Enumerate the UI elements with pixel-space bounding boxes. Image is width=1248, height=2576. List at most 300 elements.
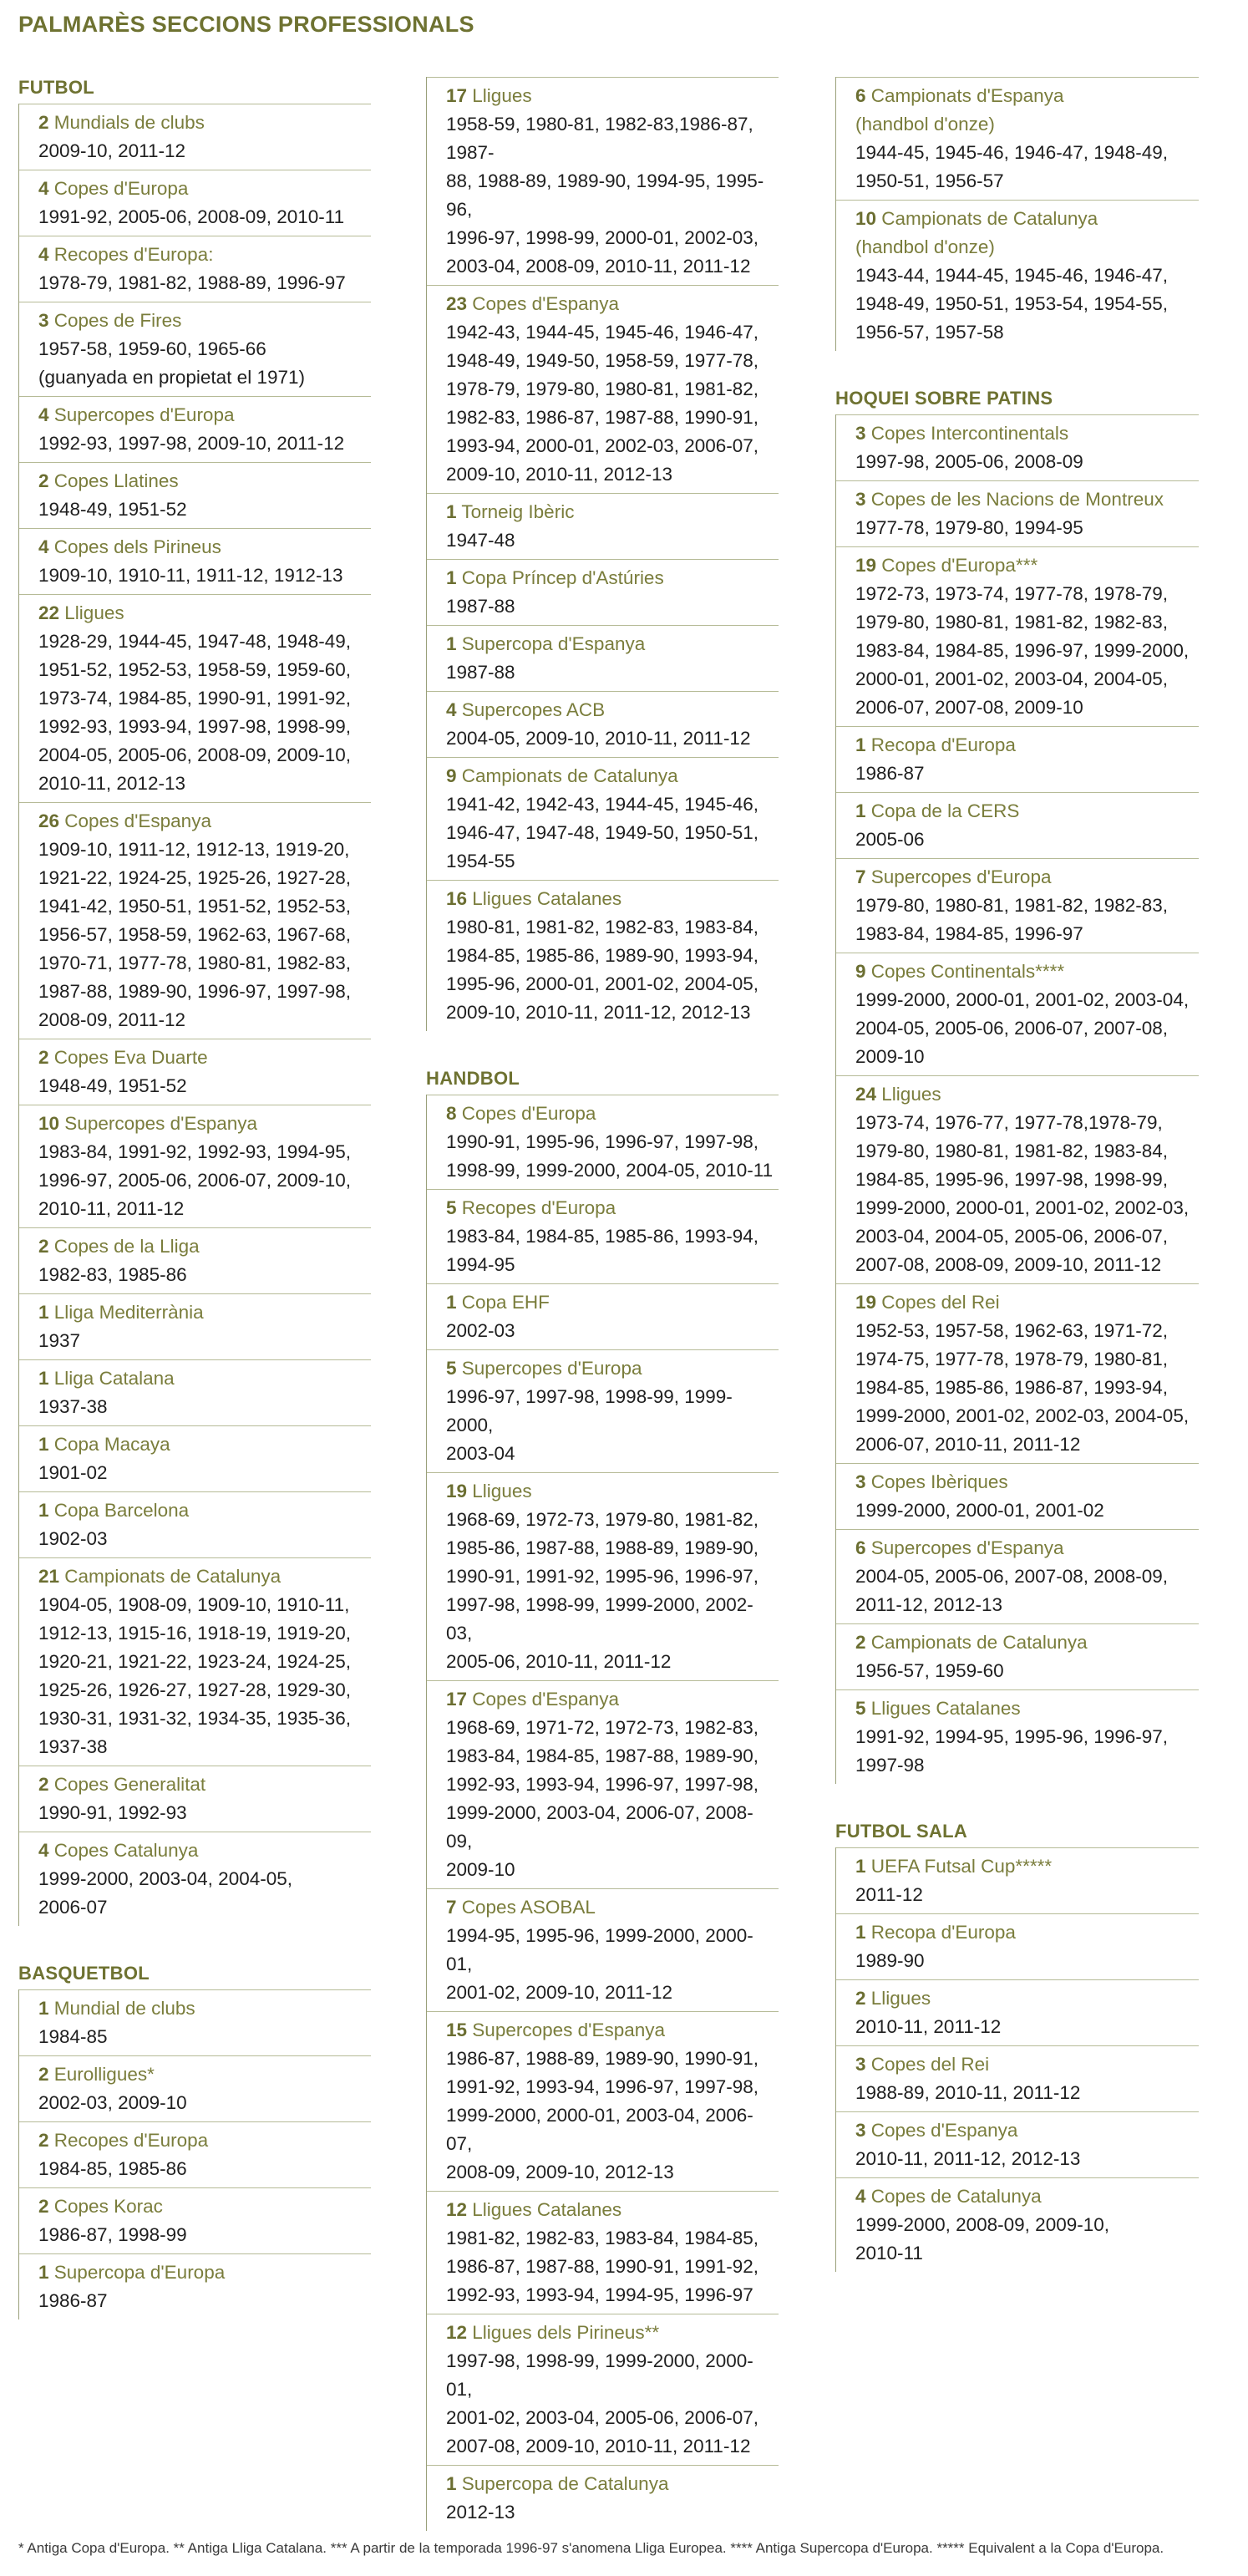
trophy-title (38, 2192, 371, 2221)
trophy-seasons: 1901-02 (38, 1462, 108, 1483)
trophy-count: 5 (855, 1698, 866, 1719)
entry-list (835, 414, 1199, 1784)
trophy-name: Campionats de Catalunya (handbol d'onze) (855, 208, 1098, 257)
trophy-seasons: 1952-53, 1957-58, 1962-63, 1971-72, 1974-75, 1977-78, 1978-79, 1980-81, 1984-85, 1985-86, 1986-87, 1993-94, 1999-2000, 2001-02, 2002-03, 2004-05, 2006-07, 2010-11, 2011-12 (855, 1320, 1190, 1455)
trophy-count: 7 (446, 1897, 457, 1918)
trophy-seasons: 2004-05, 2009-10, 2010-11, 2011-12 (446, 728, 751, 749)
trophy-count: 1 (446, 633, 457, 654)
list-item (836, 858, 1199, 953)
trophy-name: Copes Generalitat (53, 1774, 206, 1795)
trophy-title (38, 1994, 371, 2023)
trophy-name: Supercopa d'Europa (53, 2262, 226, 2283)
list-item (427, 1680, 779, 1888)
list-item (427, 77, 779, 285)
trophy-name: Copes de Catalunya (870, 2186, 1042, 2207)
trophy-count: 6 (855, 85, 866, 106)
trophy-count: 2 (38, 470, 49, 491)
trophy-title (38, 599, 371, 627)
trophy-count: 3 (855, 489, 866, 510)
list-item (19, 1425, 371, 1491)
list-item (19, 2055, 371, 2121)
trophy-count: 4 (38, 404, 49, 425)
list-item (19, 170, 371, 236)
list-item (836, 1529, 1199, 1623)
section-title: HOQUEI SOBRE PATINS (835, 388, 1053, 409)
trophy-title (855, 863, 1199, 892)
list-item (427, 1888, 779, 2011)
trophy-seasons: 1956-57, 1959-60 (855, 1660, 1004, 1681)
trophy-seasons: 1986-87 (38, 2290, 108, 2311)
trophy-name: Copes del Rei (881, 1292, 1000, 1313)
list-item (836, 200, 1199, 351)
trophy-count: 3 (855, 1471, 866, 1492)
trophy-title (446, 1477, 779, 1506)
trophy-seasons: 1992-93, 1997-98, 2009-10, 2011-12 (38, 433, 345, 454)
section (426, 77, 779, 1031)
section-title: HANDBOL (426, 1068, 520, 1089)
trophy-name: Lligues Catalanes (472, 2199, 622, 2220)
trophy-count: 24 (855, 1084, 877, 1105)
trophy-name: Mundials de clubs (53, 112, 205, 133)
trophy-seasons: 1958-59, 1980-81, 1982-83,1986-87, 1987- 88, 1988-89, 1989-90, 1994-95, 1995-96, 1996-97, 1998-99, 2000-01, 2002-03, 2003-04, 2008-09, 2010-11, 2011-12 (446, 114, 764, 277)
trophy-name: Copes de les Nacions de Montreux (870, 489, 1164, 510)
trophy-name: Torneig Ibèric (461, 501, 575, 522)
trophy-count: 2 (38, 1774, 49, 1795)
list-item (836, 1463, 1199, 1529)
list-item (836, 1623, 1199, 1689)
trophy-title (446, 498, 779, 526)
trophy-seasons: 1984-85 (38, 2026, 108, 2047)
trophy-seasons: 1968-69, 1971-72, 1972-73, 1982-83, 1983-84, 1984-85, 1987-88, 1989-90, 1992-93, 1993-94, 1996-97, 1997-98, 1999-2000, 2003-04, 2006-07, 2008-09, 2009-10 (446, 1717, 759, 1880)
list-item (427, 493, 779, 559)
list-item (836, 2045, 1199, 2111)
trophy-count: 2 (38, 2064, 49, 2085)
trophy-name: Lliga Mediterrània (53, 1302, 204, 1323)
trophy-title (446, 1893, 779, 1922)
trophy-count: 1 (446, 1292, 457, 1313)
trophy-seasons: 2010-11, 2011-12, 2012-13 (855, 2148, 1081, 2169)
trophy-count: 1 (38, 2262, 49, 2283)
trophy-seasons: 1986-87, 1998-99 (38, 2224, 187, 2245)
trophy-seasons: 2004-05, 2005-06, 2007-08, 2008-09, 2011-12, 2012-13 (855, 1566, 1169, 1615)
trophy-title (855, 419, 1199, 448)
trophy-count: 8 (446, 1103, 457, 1124)
trophy-seasons: 1978-79, 1981-82, 1988-89, 1996-97 (38, 272, 346, 293)
trophy-count: 12 (446, 2199, 468, 2220)
trophy-count: 15 (446, 2020, 468, 2040)
list-item (19, 1491, 371, 1557)
trophy-seasons: 2012-13 (446, 2502, 515, 2523)
trophy-count: 2 (855, 1632, 866, 1653)
list-item (19, 1293, 371, 1359)
trophy-seasons: 1941-42, 1942-43, 1944-45, 1945-46, 1946-47, 1947-48, 1949-50, 1950-51, 1954-55 (446, 794, 759, 871)
trophy-seasons: 1996-97, 1997-98, 1998-99, 1999-2000, 2003-04 (446, 1386, 733, 1464)
trophy-title (855, 1288, 1199, 1317)
list-item (836, 1689, 1199, 1784)
trophy-name: Recopes d'Europa: (53, 244, 214, 265)
trophy-name: Copes Catalunya (53, 1840, 199, 1861)
list-item (427, 880, 779, 1031)
trophy-count: 4 (446, 699, 457, 720)
trophy-title (446, 1194, 779, 1222)
trophy-seasons: 1977-78, 1979-80, 1994-95 (855, 517, 1083, 538)
trophy-count: 10 (855, 208, 877, 229)
footnote: * Antiga Copa d'Europa. ** Antiga Lliga Catalana. *** A partir de la temporada 1996-97 s'anomena Lliga Europea. **** Antiga Supercopa d'Europa. ***** Equivalent a la Copa d'Europa. (18, 2540, 1164, 2556)
trophy-name: Copes d'Europa (53, 178, 189, 199)
trophy-title (446, 1685, 779, 1714)
trophy-count: 22 (38, 602, 60, 623)
list-item (836, 792, 1199, 858)
list-item (836, 414, 1199, 480)
trophy-seasons: 2011-12 (855, 1884, 923, 1905)
trophy-count: 17 (446, 1689, 468, 1710)
trophy-title (446, 1100, 779, 1128)
trophy-count: 3 (855, 2120, 866, 2141)
trophy-title (855, 1628, 1199, 1657)
trophy-title (446, 2470, 779, 2498)
list-item (19, 1039, 371, 1105)
trophy-name: Lligues dels Pirineus** (472, 2322, 660, 2343)
trophy-count: 1 (38, 1434, 49, 1455)
section (18, 77, 371, 1926)
trophy-title (38, 2126, 371, 2155)
list-item (427, 285, 779, 493)
list-item (19, 104, 371, 170)
trophy-count: 2 (38, 2130, 49, 2151)
list-item (836, 480, 1199, 546)
trophy-count: 3 (855, 2054, 866, 2075)
trophy-title (38, 175, 371, 203)
trophy-name: Supercopes d'Espanya (472, 2020, 665, 2040)
trophy-count: 4 (38, 178, 49, 199)
trophy-name: Copes Intercontinentals (870, 423, 1069, 444)
trophy-count: 2 (855, 1988, 866, 2009)
trophy-name: Supercopes d'Europa (870, 866, 1052, 887)
trophy-name: Campionats de Catalunya (461, 765, 678, 786)
trophy-seasons: 1997-98, 2005-06, 2008-09 (855, 451, 1083, 472)
trophy-count: 1 (446, 501, 457, 522)
trophy-title (446, 1288, 779, 1317)
trophy-name: Copes dels Pirineus (53, 536, 221, 557)
trophy-seasons: 1983-84, 1984-85, 1985-86, 1993-94, 1994-95 (446, 1226, 759, 1275)
list-item (836, 1847, 1199, 1913)
list-item (836, 1913, 1199, 1979)
trophy-title (855, 1080, 1199, 1109)
trophy-title (855, 205, 1199, 262)
trophy-count: 1 (38, 1998, 49, 2019)
trophy-title (446, 630, 779, 658)
list-item (836, 953, 1199, 1075)
trophy-seasons: 1948-49, 1951-52 (38, 1075, 187, 1096)
trophy-seasons: 1999-2000, 2003-04, 2004-05, 2006-07 (38, 1868, 293, 1918)
trophy-count: 4 (855, 2186, 866, 2207)
column-3 (835, 77, 1199, 2309)
list-item (19, 1557, 371, 1766)
list-item (427, 691, 779, 757)
list-item (19, 528, 371, 594)
trophy-title (446, 885, 779, 913)
trophy-title (855, 1984, 1199, 2013)
trophy-count: 1 (855, 1922, 866, 1943)
trophy-seasons: 1982-83, 1985-86 (38, 1264, 187, 1285)
trophy-count: 19 (446, 1481, 468, 1501)
trophy-count: 2 (38, 2196, 49, 2217)
trophy-title (855, 731, 1199, 760)
trophy-name: Copes de Fires (53, 310, 182, 331)
trophy-name: Copes d'Espanya (472, 1689, 619, 1710)
trophy-name: Copes ASOBAL (461, 1897, 596, 1918)
trophy-seasons: 1957-58, 1959-60, 1965-66 (guanyada en propietat el 1971) (38, 338, 305, 388)
trophy-seasons: 1999-2000, 2008-09, 2009-10, 2010-11 (855, 2214, 1110, 2264)
list-item (19, 1832, 371, 1926)
list-item (427, 1472, 779, 1680)
trophy-title (855, 1852, 1199, 1881)
list-item (19, 1989, 371, 2055)
trophy-name: Campionats de Catalunya (64, 1566, 282, 1587)
trophy-title (446, 290, 779, 318)
trophy-title (446, 82, 779, 110)
trophy-seasons: 1997-98, 1998-99, 1999-2000, 2000-01, 2001-02, 2003-04, 2005-06, 2006-07, 2007-08, 2009-10, 2010-11, 2011-12 (446, 2350, 759, 2457)
trophy-count: 2 (38, 1236, 49, 1257)
trophy-title (38, 1298, 371, 1327)
trophy-count: 1 (855, 734, 866, 755)
trophy-count: 1 (446, 567, 457, 588)
trophy-name: Copes d'Espanya (64, 810, 211, 831)
trophy-title (855, 2050, 1199, 2079)
trophy-name: Supercopes ACB (461, 699, 606, 720)
trophy-seasons: 1928-29, 1944-45, 1947-48, 1948-49, 1951-52, 1952-53, 1958-59, 1959-60, 1973-74, 1984-85, 1990-91, 1991-92, 1992-93, 1993-94, 1997-98, 1998-99, 2004-05, 2005-06, 2008-09, 2009-10, 2010-11, 2012-13 (38, 631, 352, 794)
trophy-title (38, 1496, 371, 1525)
trophy-name: UEFA Futsal Cup***** (870, 1856, 1053, 1877)
trophy-name: Copa Macaya (53, 1434, 170, 1455)
trophy-count: 4 (38, 1840, 49, 1861)
trophy-seasons: 1987-88 (446, 662, 515, 683)
trophy-name: Lligues (472, 1481, 532, 1501)
trophy-name: Recopes d'Europa (53, 2130, 209, 2151)
list-item (427, 1095, 779, 1189)
trophy-title (855, 551, 1199, 580)
list-item (427, 559, 779, 625)
list-item (19, 1227, 371, 1293)
trophy-title (855, 1468, 1199, 1496)
trophy-title (38, 807, 371, 836)
trophy-name: Copes Continentals**** (870, 961, 1065, 982)
trophy-count: 26 (38, 810, 60, 831)
list-item (427, 2011, 779, 2191)
trophy-count: 7 (855, 866, 866, 887)
trophy-count: 17 (446, 85, 468, 106)
trophy-seasons: 1987-88 (446, 596, 515, 617)
trophy-title (446, 2319, 779, 2347)
list-item (836, 77, 1199, 200)
trophy-seasons: 2009-10, 2011-12 (38, 140, 185, 161)
trophy-count: 1 (38, 1500, 49, 1521)
trophy-count: 9 (446, 765, 457, 786)
trophy-seasons: 1937 (38, 1330, 81, 1351)
trophy-count: 21 (38, 1566, 60, 1587)
trophy-title (446, 564, 779, 592)
trophy-title (38, 1562, 371, 1591)
trophy-seasons: 1999-2000, 2000-01, 2001-02 (855, 1500, 1104, 1521)
list-item (836, 1283, 1199, 1463)
list-item (427, 2314, 779, 2465)
list-item (19, 302, 371, 396)
trophy-count: 16 (446, 888, 468, 909)
trophy-title (446, 1354, 779, 1383)
list-item (836, 726, 1199, 792)
trophy-seasons: 1942-43, 1944-45, 1945-46, 1946-47, 1948-49, 1949-50, 1958-59, 1977-78, 1978-79, 1979-80, 1980-81, 1981-82, 1982-83, 1986-87, 1987-88, 1990-91, 1993-94, 2000-01, 2002-03, 2006-07, 2009-10, 2010-11, 2012-13 (446, 322, 759, 485)
list-item (19, 2187, 371, 2253)
trophy-title (855, 485, 1199, 514)
trophy-seasons: 1980-81, 1981-82, 1982-83, 1983-84, 1984-85, 1985-86, 1989-90, 1993-94, 1995-96, 2000-01, 2001-02, 2004-05, 2009-10, 2010-11, 2011-12, 2012-13 (446, 917, 759, 1023)
trophy-name: Copa Barcelona (53, 1500, 190, 1521)
list-item (19, 236, 371, 302)
trophy-title (855, 958, 1199, 986)
trophy-name: Copes d'Europa*** (881, 555, 1038, 576)
list-item (427, 1349, 779, 1472)
trophy-title (446, 696, 779, 724)
trophy-seasons: 1988-89, 2010-11, 2011-12 (855, 2082, 1081, 2103)
list-item (19, 2253, 371, 2319)
trophy-name: Lligues Catalanes (472, 888, 622, 909)
trophy-seasons: 2010-11, 2011-12 (855, 2016, 1002, 2037)
trophy-name: Recopa d'Europa (870, 1922, 1016, 1943)
trophy-name: Campionats d'Espanya (handbol d'onze) (855, 85, 1064, 135)
entry-list (835, 1847, 1199, 2272)
trophy-seasons: 1986-87, 1988-89, 1989-90, 1990-91, 1991-92, 1993-94, 1996-97, 1997-98, 1999-2000, 2000-01, 2003-04, 2006-07, 2008-09, 2009-10, 2012-13 (446, 2048, 759, 2182)
trophy-count: 12 (446, 2322, 468, 2343)
trophy-title (38, 1430, 371, 1459)
trophy-title (38, 1232, 371, 1261)
trophy-seasons: 1948-49, 1951-52 (38, 499, 187, 520)
trophy-count: 6 (855, 1537, 866, 1558)
trophy-name: Supercopes d'Europa (461, 1358, 642, 1379)
list-item (836, 2177, 1199, 2272)
trophy-title (38, 2258, 371, 2287)
trophy-title (855, 797, 1199, 826)
trophy-name: Copa de la CERS (870, 800, 1020, 821)
trophy-seasons: 1972-73, 1973-74, 1977-78, 1978-79, 1979-80, 1980-81, 1981-82, 1982-83, 1983-84, 1984-85, 1996-97, 1999-2000, 2000-01, 2001-02, 2003-04, 2004-05, 2006-07, 2007-08, 2009-10 (855, 583, 1190, 718)
section (426, 1068, 779, 2531)
list-item (836, 1979, 1199, 2045)
trophy-seasons: 1902-03 (38, 1528, 108, 1549)
trophy-title (855, 2116, 1199, 2145)
trophy-seasons: 1990-91, 1995-96, 1996-97, 1997-98, 1998-99, 1999-2000, 2004-05, 2010-11 (446, 1131, 774, 1181)
list-item (19, 1359, 371, 1425)
trophy-seasons: 1991-92, 2005-06, 2008-09, 2010-11 (38, 206, 345, 227)
section (835, 77, 1199, 351)
trophy-name: Copa Príncep d'Astúries (461, 567, 664, 588)
trophy-name: Recopa d'Europa (870, 734, 1016, 755)
trophy-count: 1 (855, 1856, 866, 1877)
list-item (19, 396, 371, 462)
list-item (427, 1189, 779, 1283)
trophy-title (446, 2196, 779, 2224)
trophy-count: 4 (38, 244, 49, 265)
trophy-name: Supercopa de Catalunya (461, 2473, 669, 2494)
entry-list (426, 1095, 779, 2531)
list-item (19, 594, 371, 802)
trophy-seasons: 1994-95, 1995-96, 1999-2000, 2000-01, 2001-02, 2009-10, 2011-12 (446, 1925, 753, 2003)
trophy-seasons: 2002-03 (446, 1320, 515, 1341)
trophy-name: Copes d'Espanya (870, 2120, 1018, 2141)
trophy-count: 1 (38, 1302, 49, 1323)
trophy-name: Lligues (881, 1084, 941, 1105)
trophy-name: Eurolligues* (53, 2064, 155, 2085)
trophy-count: 2 (38, 112, 49, 133)
trophy-count: 1 (446, 2473, 457, 2494)
entry-list (18, 104, 371, 1926)
trophy-title (446, 762, 779, 790)
list-item (427, 2465, 779, 2531)
trophy-name: Copes d'Espanya (472, 293, 619, 314)
trophy-count: 1 (38, 1368, 49, 1389)
column-2 (426, 77, 779, 2568)
section-title: FUTBOL SALA (835, 1821, 968, 1842)
trophy-title (38, 109, 371, 137)
trophy-count: 9 (855, 961, 866, 982)
trophy-name: Supercopes d'Espanya (64, 1113, 257, 1134)
list-item (19, 462, 371, 528)
trophy-title (38, 1837, 371, 1865)
trophy-title (38, 533, 371, 561)
trophy-name: Lligues Catalanes (870, 1698, 1021, 1719)
section (835, 388, 1199, 1784)
trophy-title (855, 82, 1199, 139)
trophy-count: 5 (446, 1358, 457, 1379)
trophy-seasons: 1979-80, 1980-81, 1981-82, 1982-83, 1983-84, 1984-85, 1996-97 (855, 895, 1169, 944)
list-item (427, 1283, 779, 1349)
trophy-name: Copes Korac (53, 2196, 163, 2217)
list-item (836, 2111, 1199, 2177)
list-item (427, 2191, 779, 2314)
trophy-title (38, 1364, 371, 1393)
trophy-seasons: 1937-38 (38, 1396, 108, 1417)
trophy-count: 19 (855, 1292, 877, 1313)
trophy-name: Copes de la Lliga (53, 1236, 200, 1257)
trophy-name: Lliga Catalana (53, 1368, 175, 1389)
trophy-seasons: 1944-45, 1945-46, 1946-47, 1948-49, 1950-51, 1956-57 (855, 142, 1169, 191)
trophy-seasons: 1947-48 (446, 530, 515, 551)
list-item (19, 802, 371, 1039)
section-title: BASQUETBOL (18, 1963, 150, 1984)
trophy-name: Copes Ibèriques (870, 1471, 1008, 1492)
trophy-seasons: 1990-91, 1992-93 (38, 1802, 187, 1823)
trophy-name: Copes d'Europa (461, 1103, 596, 1124)
trophy-name: Lligues (64, 602, 124, 623)
trophy-count: 4 (38, 536, 49, 557)
trophy-name: Copes Eva Duarte (53, 1047, 208, 1068)
trophy-count: 3 (855, 423, 866, 444)
list-item (19, 2121, 371, 2187)
trophy-count: 23 (446, 293, 468, 314)
entry-list (18, 1989, 371, 2319)
column-1 (18, 77, 371, 2356)
page-title: PALMARÈS SECCIONS PROFESSIONALS (18, 12, 474, 37)
trophy-seasons: 1989-90 (855, 1950, 925, 1971)
trophy-count: 5 (446, 1197, 457, 1218)
trophy-count: 2 (38, 1047, 49, 1068)
trophy-title (38, 401, 371, 429)
trophy-title (38, 307, 371, 335)
trophy-title (38, 467, 371, 495)
trophy-title (855, 2182, 1199, 2211)
trophy-name: Supercopes d'Espanya (870, 1537, 1064, 1558)
trophy-seasons: 1986-87 (855, 763, 925, 784)
trophy-name: Mundial de clubs (53, 1998, 195, 2019)
trophy-seasons: 1909-10, 1910-11, 1911-12, 1912-13 (38, 565, 343, 586)
entry-list (835, 77, 1199, 351)
